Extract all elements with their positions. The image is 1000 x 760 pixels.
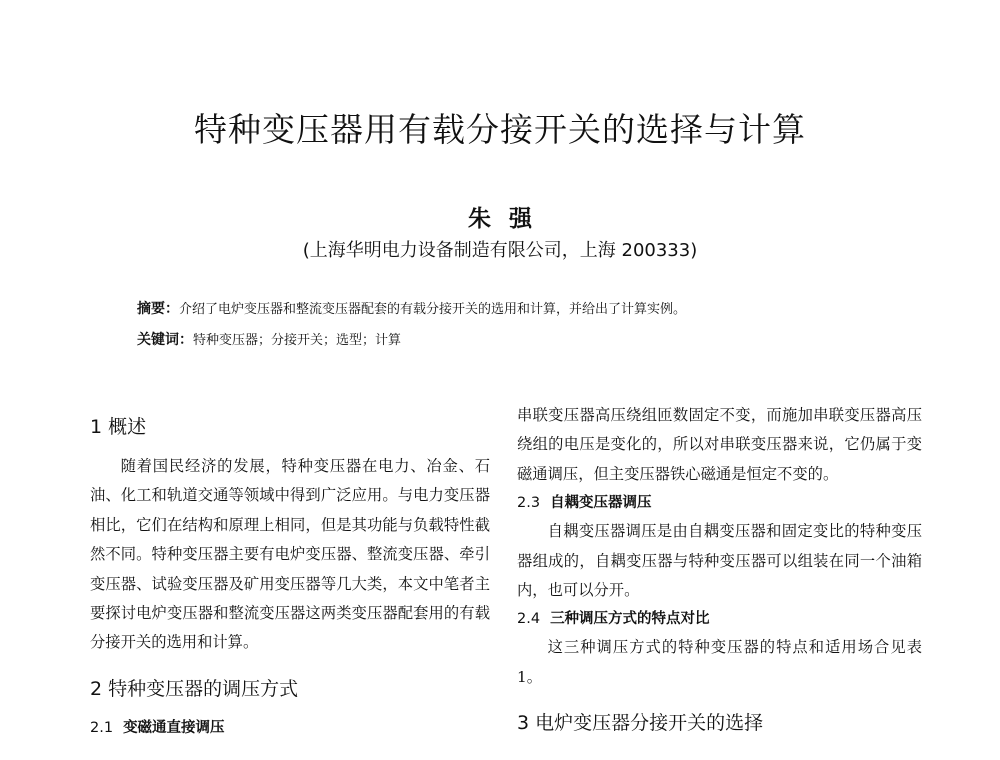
paper-title: 特种变压器用有载分接开关的选择与计算 [194, 110, 806, 149]
keywords-label: 关键词： [137, 332, 193, 348]
section-2-4-heading [517, 605, 922, 633]
section-1-paragraph: 随着国民经济的发展，特种变压器在电力、冶金、石油、化工和轨道交通等领域中得到广泛应用。与电力变压器相比，它们在结构和原理上相同，但是其功能与负载特性截然不同。特种变压器主要有电炉变压器、整流变压器、牵引变压器、试验变压器及矿用变压器等几大类，本文中笔者主要探讨电炉变压器和整流变压器这两类变压器配套用的有载分接开关的选用和计算。 [90, 457, 490, 652]
section-2-4-paragraph: 这三种调压方式的特种变压器的特点和适用场合见表1。 [517, 638, 922, 686]
section-2-3-number: 2.3 [517, 495, 541, 512]
section-2-4-number: 2.4 [517, 611, 541, 628]
continued-paragraph: 串联变压器高压绕组匝数固定不变，而施加串联变压器高压绕组的电压是变化的，所以对串联变压器来说，它仍属于变磁通调压，但主变压器铁心磁通是恒定不变的。 [517, 406, 922, 483]
section-2-3-paragraph: 自耦变压器调压是由自耦变压器和固定变比的特种变压器组成的，自耦变压器与特种变压器可以组装在同一个油箱内，也可以分开。 [517, 522, 922, 600]
section-3-heading: 3 电炉变压器分接开关的选择 [517, 712, 764, 735]
section-2-4-title: 三种调压方式的特点对比 [550, 611, 710, 628]
section-2-1-heading [90, 714, 490, 742]
abstract-text: 介绍了电炉变压器和整流变压器配套的有载分接开关的选用和计算，并给出了计算实例。 [179, 302, 687, 317]
section-2-1-title: 变磁通直接调压 [123, 719, 225, 736]
abstract-block [137, 294, 937, 356]
section-2-heading: 2 特种变压器的调压方式 [90, 677, 299, 700]
author-name: 朱强 [468, 205, 550, 232]
keywords-text: 特种变压器；分接开关；选型；计算 [193, 333, 402, 348]
left-column [90, 404, 490, 742]
section-2-3-title: 自耦变压器调压 [550, 495, 652, 512]
abstract-label: 摘要： [137, 301, 179, 317]
section-2-1-number: 2.1 [90, 719, 114, 736]
keywords-line [137, 325, 937, 356]
right-column [517, 401, 922, 748]
abstract-line [137, 294, 937, 325]
author-affiliation: (上海华明电力设备制造有限公司，上海 200333) [302, 240, 698, 261]
section-2-3-heading [517, 489, 922, 517]
section-1-heading: 1 概述 [90, 416, 147, 438]
